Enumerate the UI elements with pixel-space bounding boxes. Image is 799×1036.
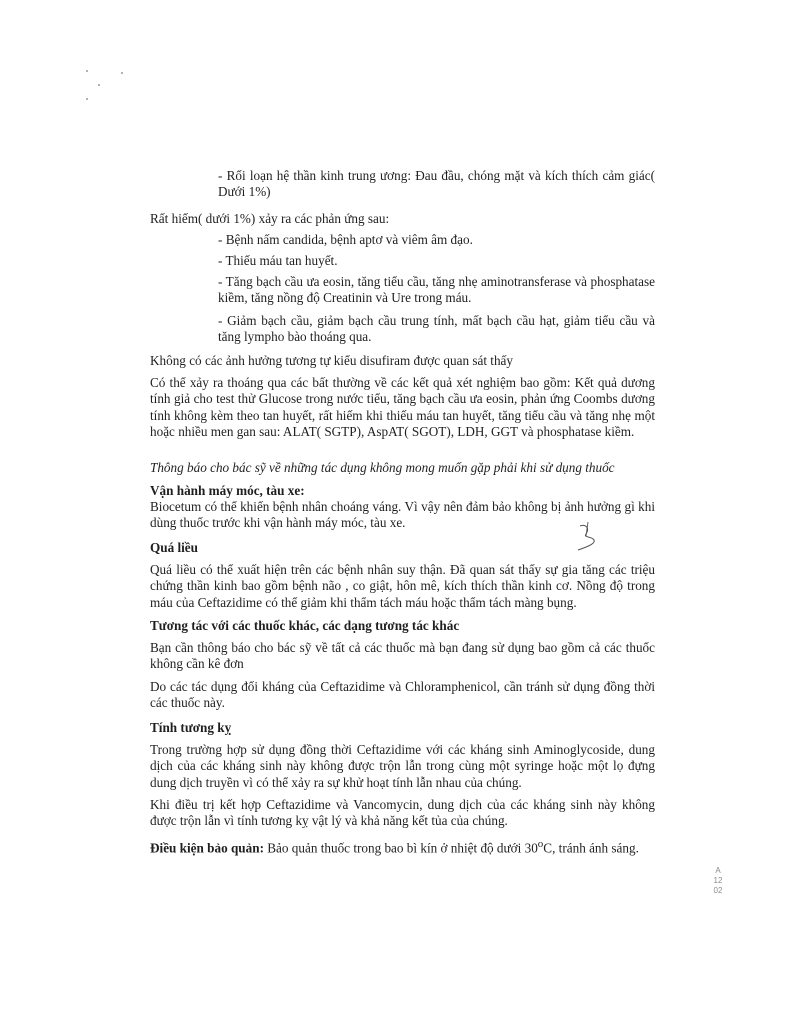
- heading-drug-interaction: Tương tác với các thuốc khác, các dạng tương tác khác: [150, 618, 460, 633]
- rare-effect-leukopenia: - Giảm bạch cầu, giảm bạch cầu trung tính, mất bạch cầu hạt, giảm tiểu cầu và tăng lympho bào thoáng qua.: [218, 313, 655, 345]
- degree-symbol: o: [537, 838, 544, 850]
- lab-abnormalities: Có thể xảy ra thoáng qua các bất thường về các kết quả xét nghiệm bao gồm: Kết quả dương tính giả cho test thử Glucose trong nước tiểu, tăng bạch cầu ưa eosin, phản ứng Coombs dương tính không kèm theo tan huyết, rất hiếm khi thiếu máu tan huyết, tăng tiểu cầu và tăng nhẹ một hoặc nhiều men gan sau: ALAT( SGTP), AspAT( SGOT), LDH, GGT và phosphatase kiềm.: [150, 375, 655, 440]
- storage-text-end: C, tránh ánh sáng.: [543, 840, 639, 856]
- incompatibility-text-1: Trong trường hợp sử dụng đồng thời Ceftazidime với các kháng sinh Aminoglycoside, dung dịch của các kháng sinh này không được trộn lẫn trong cùng một syringe hoặc một lọ đựng dung dịch truyền vì có thể xảy ra sự khử hoạt tính lẫn nhau của chúng.: [150, 742, 655, 790]
- incompatibility-text-2: Khi điều trị kết hợp Ceftazidime và Vancomycin, dung dịch của các kháng sinh này không được trộn lẫn vì tính tương kỵ vật lý và khả năng kết tủa của chúng.: [150, 797, 655, 829]
- report-side-effects-note: Thông báo cho bác sỹ về những tác dụng không mong muốn gặp phải khi sử dụng thuốc: [150, 460, 615, 475]
- rare-effect-anemia: - Thiếu máu tan huyết.: [218, 253, 338, 268]
- interaction-text-2: Do các tác dụng đối kháng của Ceftazidime và Chloramphenicol, cần tránh sử dụng đồng thời các thuốc này.: [150, 679, 655, 711]
- scan-speck: [86, 98, 88, 100]
- margin-stamp: [707, 866, 729, 914]
- rare-effect-candida: - Bệnh nấm candida, bệnh aptơ và viêm âm đạo.: [218, 232, 473, 247]
- rare-effect-eosin: - Tăng bạch cầu ưa eosin, tăng tiểu cầu, tăng nhẹ aminotransferase và phosphatase kiềm, tăng nồng độ Creatinin và Ure trong máu.: [218, 274, 655, 306]
- storage-conditions: [150, 836, 655, 857]
- scan-speck: [86, 70, 88, 72]
- overdose-text: Quá liều có thể xuất hiện trên các bệnh nhân suy thận. Đã quan sát thấy sự gia tăng các triệu chứng thần kinh bao gồm bệnh não , co giật, hôn mê, kích thích thần kinh cơ. Nồng độ trong máu của Ceftazidime có thể giảm khi thẩm tách máu hoặc thẩm tách màng bụng.: [150, 562, 655, 610]
- rare-effects-intro: Rất hiếm( dưới 1%) xảy ra các phản ứng sau:: [150, 211, 390, 226]
- machine-operation-text: Biocetum có thể khiến bệnh nhân choáng váng. Vì vậy nên đảm bảo không bị ảnh hưởng gì khi dùng thuốc trước khi vận hành máy móc, tàu xe.: [150, 499, 655, 531]
- scan-speck: [98, 84, 100, 86]
- storage-text: Bảo quản thuốc trong bao bì kín ở nhiệt độ dưới 30: [263, 840, 538, 856]
- disulfiram-note: Không có các ảnh hưởng tương tự kiểu disufiram được quan sát thấy: [150, 353, 513, 368]
- heading-overdose: Quá liều: [150, 540, 198, 555]
- heading-storage: Điều kiện bảo quản:: [150, 840, 264, 856]
- heading-machine-operation: Vận hành máy móc, tàu xe:: [150, 483, 305, 498]
- margin-stamp-line-2: 12: [713, 876, 723, 885]
- side-effect-cns: - Rối loạn hệ thần kinh trung ương: Đau đầu, chóng mặt và kích thích cảm giác( Dưới 1%): [218, 168, 655, 200]
- margin-stamp-line-1: A: [715, 866, 721, 875]
- interaction-text-1: Bạn cần thông báo cho bác sỹ về tất cả các thuốc mà bạn đang sử dụng bao gồm cả các thuốc không cần kê đơn: [150, 640, 655, 672]
- scan-speck: [121, 72, 123, 74]
- heading-incompatibility: Tính tương kỵ: [150, 720, 232, 735]
- margin-stamp-line-3: 02: [713, 886, 723, 895]
